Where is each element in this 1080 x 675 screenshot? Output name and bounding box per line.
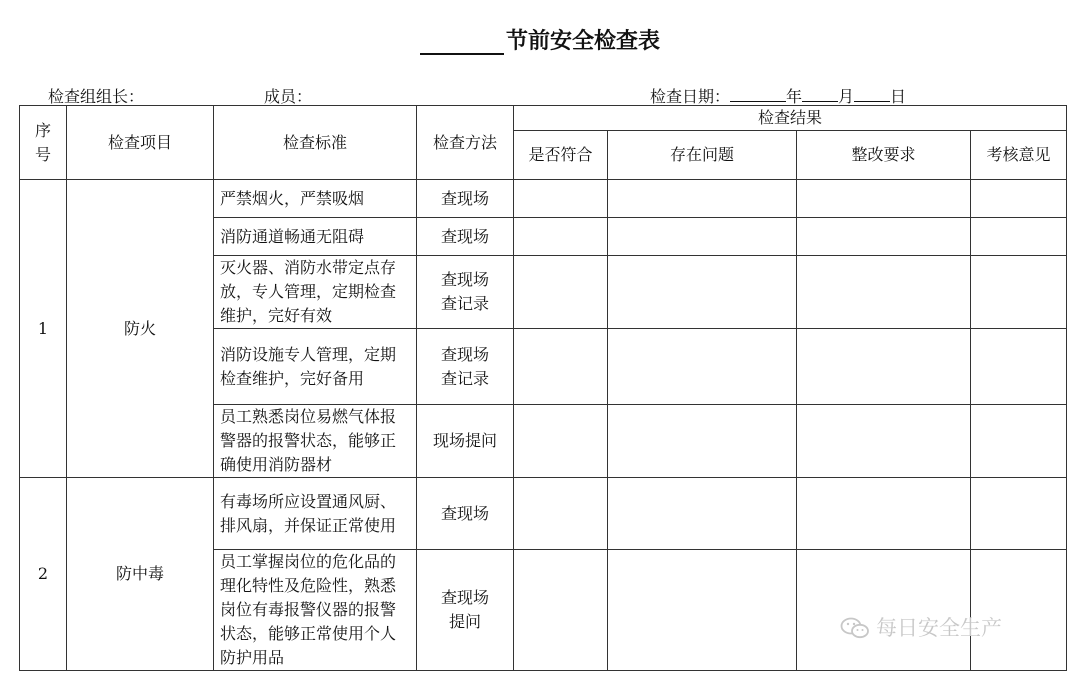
title-text: 节前安全检查表 xyxy=(505,29,660,54)
row-seq: 1 xyxy=(20,180,67,478)
cell-problem[interactable] xyxy=(608,180,797,218)
check-date xyxy=(650,84,906,107)
row-method: 查现场提问 xyxy=(417,550,514,671)
row-standard: 员工掌握岗位的危化品的理化特性及危险性，熟悉岗位有毒报警仪器的报警状态，能够正常使用个人防护用品 xyxy=(214,550,417,671)
day-blank xyxy=(854,85,890,102)
header-assess: 考核意见 xyxy=(971,131,1067,180)
year-blank xyxy=(730,85,786,102)
day-label: 日 xyxy=(890,87,907,106)
header-rectify: 整改要求 xyxy=(797,131,971,180)
row-standard: 有毒场所应设置通风厨、排风扇，并保证正常使用 xyxy=(214,478,417,550)
row-standard: 消防设施专人管理，定期检查维护，完好备用 xyxy=(214,329,417,405)
cell-problem[interactable] xyxy=(608,478,797,550)
month-blank xyxy=(802,85,838,102)
table-row xyxy=(20,478,1067,550)
header-item: 检查项目 xyxy=(67,106,214,180)
date-label: 检查日期： xyxy=(650,87,731,106)
cell-rectify[interactable] xyxy=(797,329,971,405)
row-method: 查现场查记录 xyxy=(417,329,514,405)
row-seq: 2 xyxy=(20,478,67,671)
row-method: 查现场 xyxy=(417,180,514,218)
header-method: 检查方法 xyxy=(417,106,514,180)
cell-assess[interactable] xyxy=(971,550,1067,671)
row-method: 查现场 xyxy=(417,218,514,256)
cell-rectify[interactable] xyxy=(797,550,971,671)
wechat-icon xyxy=(840,617,870,639)
cell-assess[interactable] xyxy=(971,218,1067,256)
leader-label: 检查组组长： xyxy=(48,87,145,106)
cell-assess[interactable] xyxy=(971,329,1067,405)
row-method: 查现场 xyxy=(417,478,514,550)
cell-conform[interactable] xyxy=(514,405,608,478)
cell-rectify[interactable] xyxy=(797,180,971,218)
watermark xyxy=(840,612,1002,642)
cell-conform[interactable] xyxy=(514,256,608,329)
cell-assess[interactable] xyxy=(971,405,1067,478)
page-title xyxy=(0,24,1080,55)
cell-problem[interactable] xyxy=(608,256,797,329)
row-standard: 消防通道畅通无阻碍 xyxy=(214,218,417,256)
inspection-table xyxy=(19,105,1067,671)
cell-rectify[interactable] xyxy=(797,218,971,256)
year-label: 年 xyxy=(786,87,803,106)
cell-conform[interactable] xyxy=(514,180,608,218)
table-row xyxy=(20,180,1067,218)
cell-problem[interactable] xyxy=(608,550,797,671)
cell-rectify[interactable] xyxy=(797,478,971,550)
header-problem: 存在问题 xyxy=(608,131,797,180)
member-label: 成员： xyxy=(264,87,313,106)
watermark-text: 每日安全生产 xyxy=(876,616,1002,640)
cell-assess[interactable] xyxy=(971,180,1067,218)
row-standard: 灭火器、消防水带定点存放，专人管理，定期检查维护，完好有效 xyxy=(214,256,417,329)
header-result: 检查结果 xyxy=(514,106,1067,131)
row-item: 防中毒 xyxy=(67,478,214,671)
month-label: 月 xyxy=(838,87,855,106)
cell-rectify[interactable] xyxy=(797,405,971,478)
cell-conform[interactable] xyxy=(514,550,608,671)
title-blank-line xyxy=(420,27,504,55)
cell-conform[interactable] xyxy=(514,478,608,550)
cell-assess[interactable] xyxy=(971,478,1067,550)
row-method: 查现场查记录 xyxy=(417,256,514,329)
row-standard: 员工熟悉岗位易燃气体报警器的报警状态，能够正确使用消防器材 xyxy=(214,405,417,478)
cell-rectify[interactable] xyxy=(797,256,971,329)
header-standard: 检查标准 xyxy=(214,106,417,180)
cell-problem[interactable] xyxy=(608,329,797,405)
cell-assess[interactable] xyxy=(971,256,1067,329)
row-item: 防火 xyxy=(67,180,214,478)
header-conform: 是否符合 xyxy=(514,131,608,180)
cell-problem[interactable] xyxy=(608,405,797,478)
cell-conform[interactable] xyxy=(514,329,608,405)
row-method: 现场提问 xyxy=(417,405,514,478)
cell-problem[interactable] xyxy=(608,218,797,256)
cell-conform[interactable] xyxy=(514,218,608,256)
header-seq: 序号 xyxy=(20,106,67,180)
row-standard: 严禁烟火，严禁吸烟 xyxy=(214,180,417,218)
